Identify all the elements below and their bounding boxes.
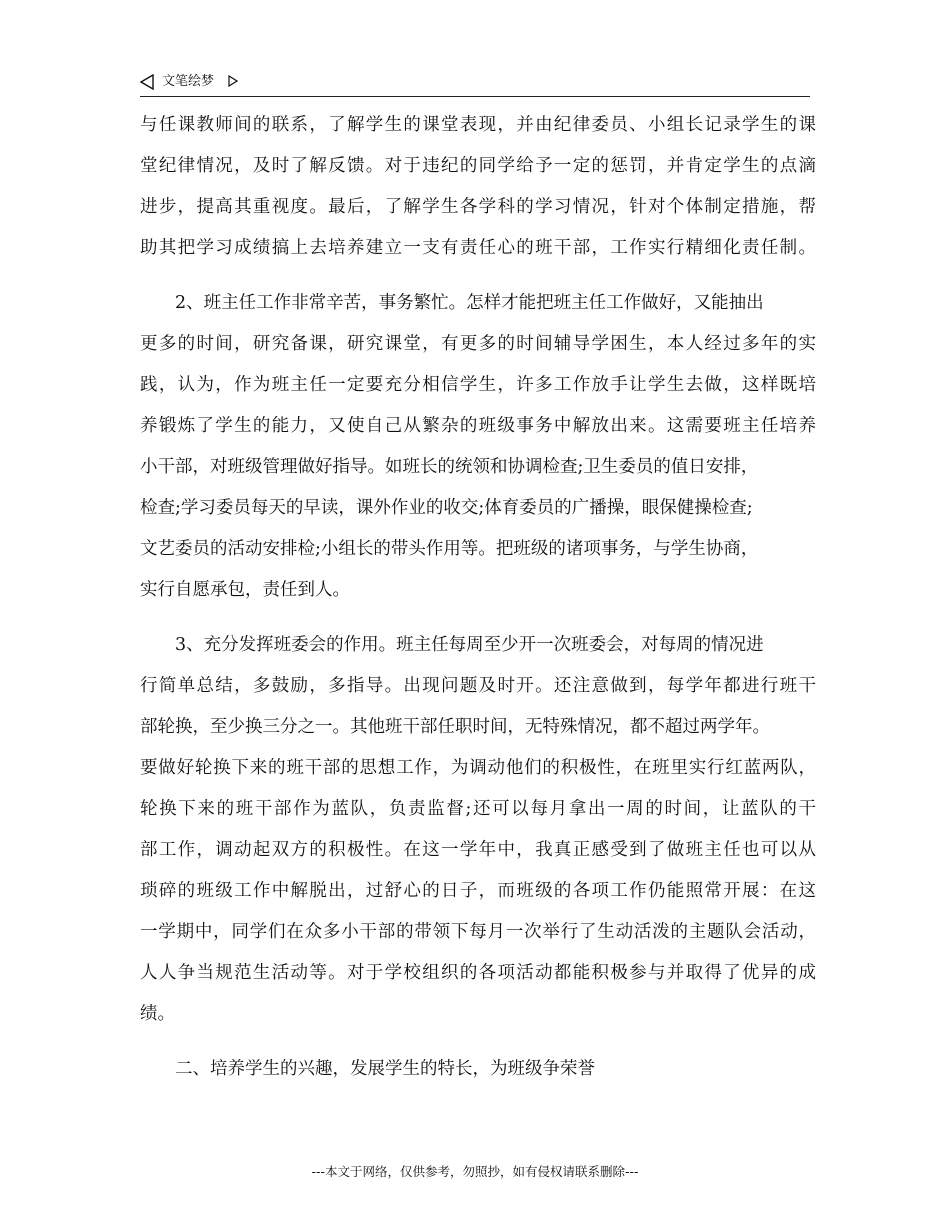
text-line: 一学期中，同学们在众多小干部的带领下每月一次举行了生动活泼的主题队会活动， <box>140 922 816 942</box>
text-line: 轮换下来的班干部作为蓝队，负责监督;还可以每月拿出一周的时间，让蓝队的干 <box>140 799 816 819</box>
text-line: 琐碎的班级工作中解脱出，过舒心的日子，而班级的各项工作仍能照常开展：在这 <box>140 881 816 901</box>
text-line: 与任课教师间的联系，了解学生的课堂表现，并由纪律委员、小组长记录学生的课 <box>140 115 816 135</box>
text-line: 养锻炼了学生的能力，又使自己从繁杂的班级事务中解放出来。这需要班主任培养 <box>140 416 816 436</box>
text-line: 实行自愿承包，责任到人。 <box>140 580 350 600</box>
text-line: 小干部，对班级管理做好指导。如班长的统领和协调检查;卫生委员的值日安排， <box>140 457 759 477</box>
text-line: 要做好轮换下来的班干部的思想工作，为调动他们的积极性，在班里实行红蓝两队， <box>140 758 816 778</box>
text-line: 部工作，调动起双方的积极性。在这一学年中，我真正感受到了做班主任也可以从 <box>140 840 816 860</box>
text-line: 绩。 <box>140 1004 175 1024</box>
footer-disclaimer: ---本文于网络，仅供参考，勿照抄，如有侵权请联系删除--- <box>311 1164 639 1179</box>
header-divider <box>140 96 810 97</box>
text-line: 更多的时间，研究备课，研究课堂，有更多的时间辅导学困生，本人经过多年的实 <box>140 334 816 354</box>
triangle-right-outline-icon <box>228 75 238 87</box>
text-line: 践，认为，作为班主任一定要充分相信学生，许多工作放手让学生去做，这样既培 <box>140 375 816 395</box>
triangle-left-outline-icon <box>140 74 154 90</box>
text-line: 堂纪律情况，及时了解反馈。对于违纪的同学给予一定的惩罚，并肯定学生的点滴 <box>140 156 816 176</box>
section-heading: 二、培养学生的兴趣，发展学生的特长，为班级争荣誉 <box>175 1059 595 1079</box>
text-line: 行简单总结，多鼓励，多指导。出现问题及时开。还注意做到，每学年都进行班干 <box>140 676 816 696</box>
page-header <box>140 72 810 96</box>
header-title: 文笔绘梦 <box>162 74 215 89</box>
text-line: 人人争当规范生活动等。对于学校组织的各项活动都能积极参与并取得了优异的成 <box>140 963 816 983</box>
text-line: 进步，提高其重视度。最后，了解学生各学科的学习情况，针对个体制定措施，帮 <box>140 197 816 217</box>
text-line: 检查;学习委员每天的早读，课外作业的收交;体育委员的广播操，眼保健操检查; <box>140 498 753 518</box>
paragraph-3-first-line: 3、充分发挥班委会的作用。班主任每周至少开一次班委会，对每周的情况进 <box>175 635 764 655</box>
text-line: 部轮换，至少换三分之一。其他班干部任职时间，无特殊情况，都不超过两学年。 <box>140 717 770 737</box>
text-line: 文艺委员的活动安排检;小组长的带头作用等。把班级的诸项事务，与学生协商， <box>140 539 759 559</box>
text-line: 助其把学习成绩搞上去培养建立一支有责任心的班干部，工作实行精细化责任制。 <box>140 238 816 258</box>
paragraph-2-first-line: 2、班主任工作非常辛苦，事务繁忙。怎样才能把班主任工作做好，又能抽出 <box>175 293 764 313</box>
